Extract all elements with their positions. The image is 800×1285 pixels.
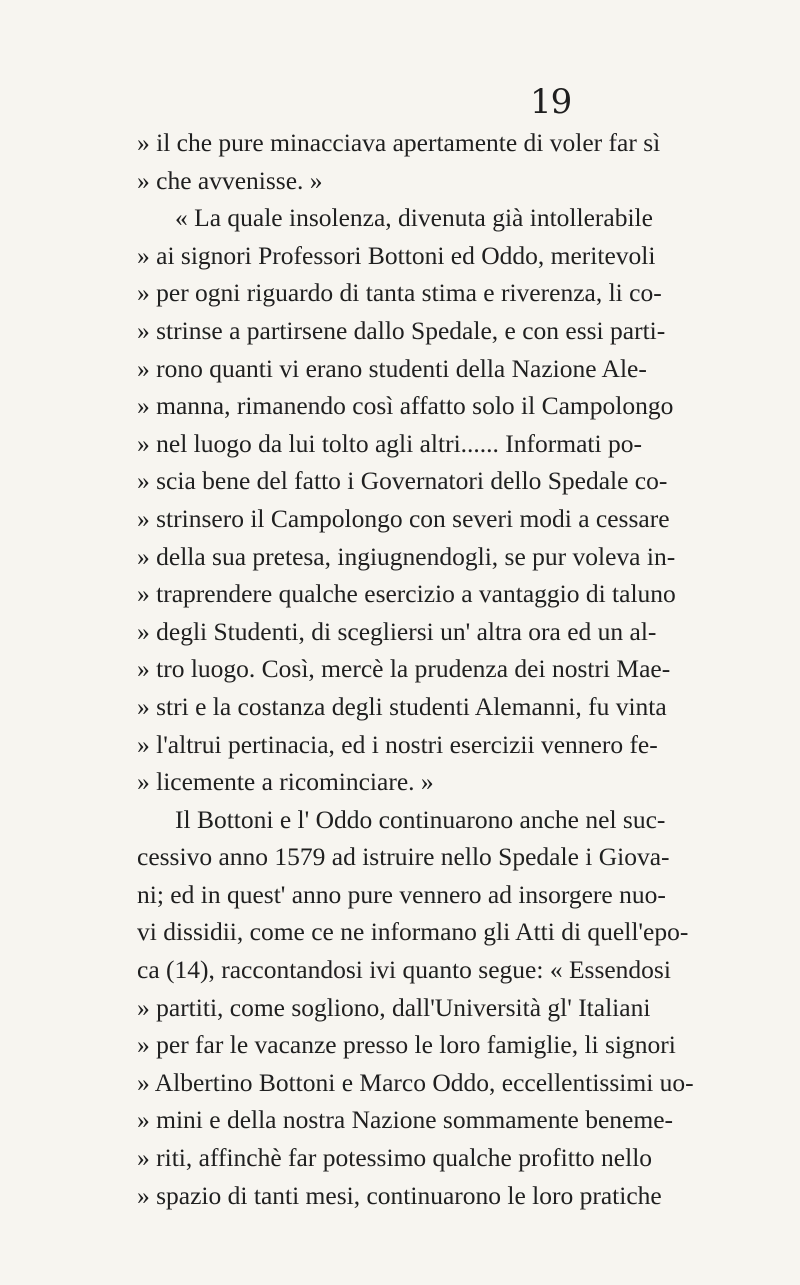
text-line: » traprendere qualche esercizio a vantaggio di taluno: [137, 579, 676, 609]
text-line: » spazio di tanti mesi, continuarono le loro pratiche: [137, 1180, 662, 1210]
text-line: » nel luogo da lui tolto agli altri...... Informati po-: [137, 428, 642, 458]
text-line: cessivo anno 1579 ad istruire nello Spedale i Giova-: [137, 842, 670, 872]
text-line: » ai signori Professori Bottoni ed Oddo, meritevoli: [137, 240, 656, 270]
text-line: ca (14), raccontandosi ivi quanto segue: « Essendosi: [137, 955, 671, 985]
text-line: » stri e la costanza degli studenti Alemanni, fu vinta: [137, 691, 667, 721]
text-line: « La quale insolenza, divenuta già intollerabile: [175, 203, 653, 233]
text-line: » degli Studenti, di scegliersi un' altra ora ed un al-: [137, 616, 657, 646]
text-line: » rono quanti vi erano studenti della Nazione Ale-: [137, 353, 647, 383]
text-line: » strinse a partirsene dallo Spedale, e con essi parti-: [137, 315, 666, 345]
body-text: [137, 124, 694, 1214]
text-line: » Albertino Bottoni e Marco Oddo, eccellentissimi uo-: [137, 1067, 694, 1097]
text-line: vi dissidii, come ce ne informano gli Atti di quell'epo-: [137, 917, 689, 947]
text-line: » della sua pretesa, ingiugnendogli, se pur voleva in-: [137, 541, 676, 571]
text-line: » strinsero il Campolongo con severi modi a cessare: [137, 503, 670, 533]
text-line: » per far le vacanze presso le loro famiglie, li signori: [137, 1030, 676, 1060]
text-line: Il Bottoni e l' Oddo continuarono anche nel suc-: [175, 804, 666, 834]
text-line: ni; ed in quest' anno pure vennero ad insorgere nuo-: [137, 879, 666, 909]
text-line: » riti, affinchè far potessimo qualche profitto nello: [137, 1143, 653, 1173]
text-line: » il che pure minacciava apertamente di voler far sì: [137, 128, 661, 157]
text-line: » l'altrui pertinacia, ed i nostri esercizii vennero fe-: [137, 729, 658, 759]
page-number: 19: [530, 82, 572, 122]
text-line: » licemente a ricominciare. »: [137, 767, 434, 797]
text-line: » per ogni riguardo di tanta stima e riverenza, li co-: [137, 278, 662, 308]
text-line: » che avvenisse. »: [137, 165, 323, 195]
text-line: » manna, rimanendo così affatto solo il Campolongo: [137, 391, 674, 421]
text-line: » tro luogo. Così, mercè la prudenza dei nostri Mae-: [137, 654, 671, 684]
text-line: » mini e della nostra Nazione sommamente beneme-: [137, 1105, 674, 1135]
text-line: » scia bene del fatto i Governatori dello Spedale co-: [137, 466, 668, 496]
text-line: » partiti, come sogliono, dall'Università gl' Italiani: [137, 992, 651, 1022]
